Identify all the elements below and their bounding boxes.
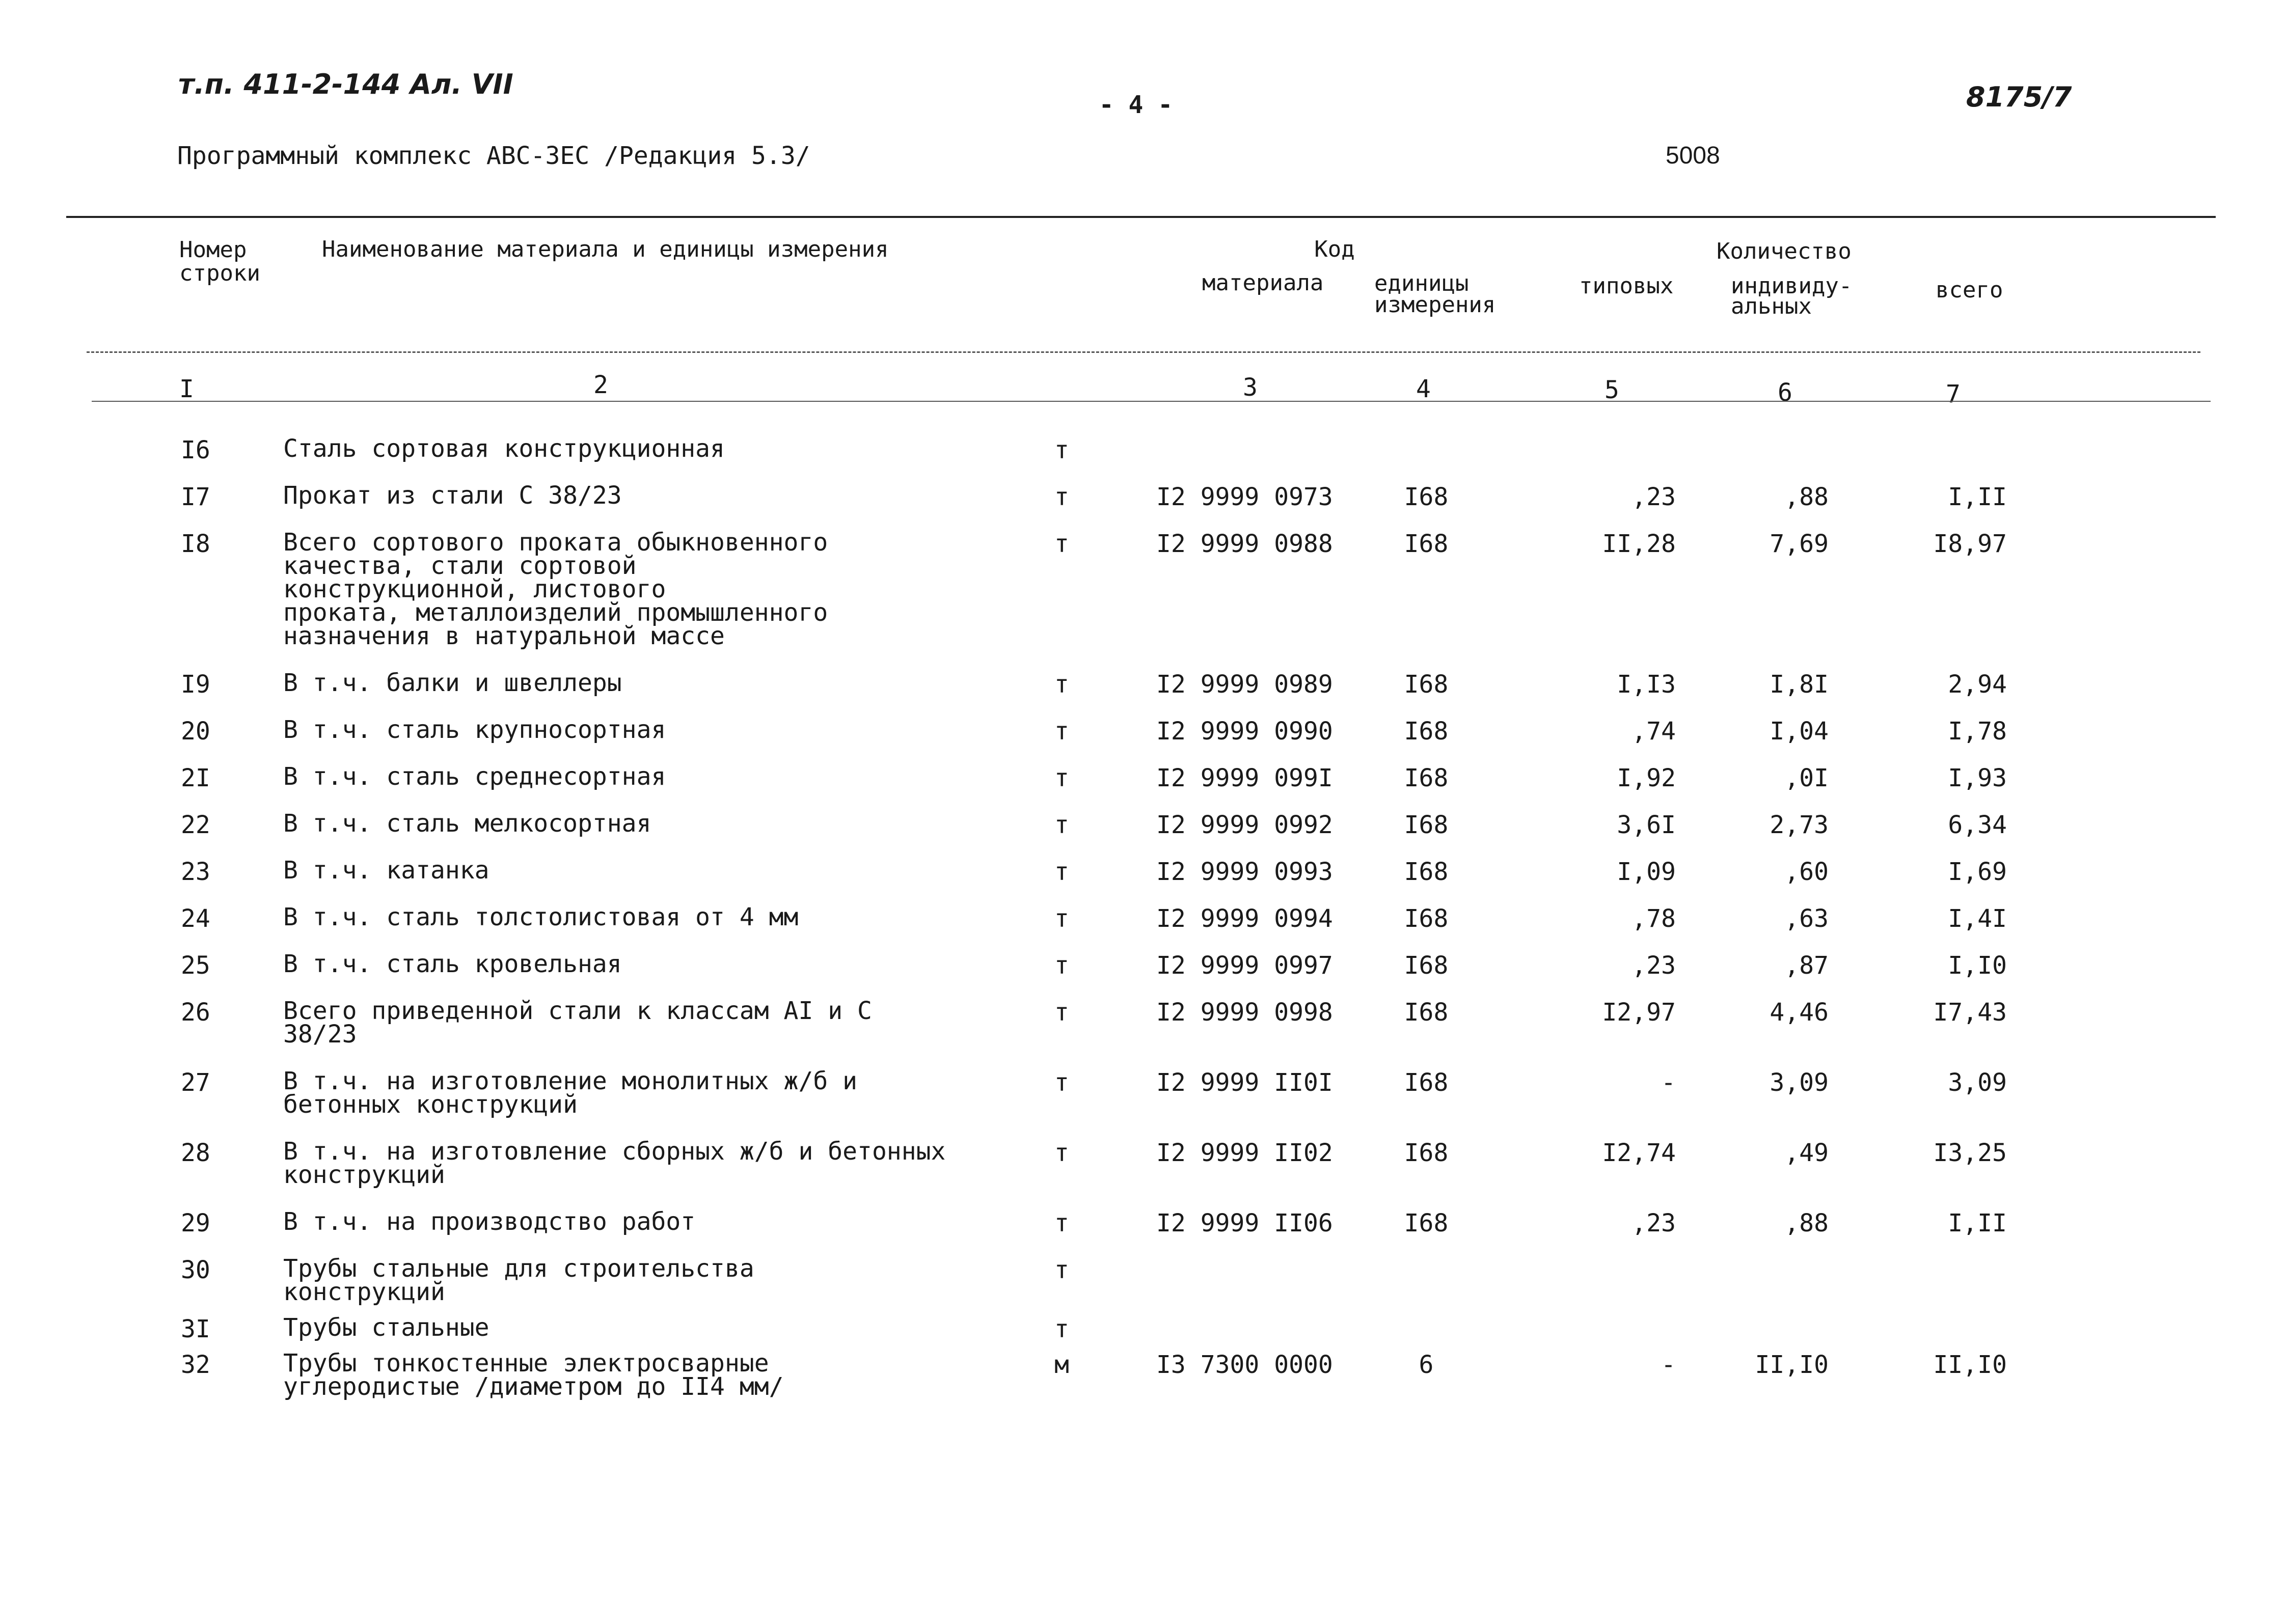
row-material-code: I3 7300 0000 [1156,1351,1333,1379]
row-unit-code: I68 [1404,1209,1449,1237]
row-qty-total: II,I0 [1933,1351,2007,1379]
row-qty-typical: ,23 [1631,1209,1676,1237]
table-row [0,434,2286,464]
row-name: В т.ч. сталь среднесортная [283,762,666,791]
row-qty-typical: ,78 [1631,904,1676,933]
row-unit-code: I68 [1404,1139,1449,1167]
table-row [0,1207,2286,1237]
row-name: В т.ч. на изготовление сборных ж/б и бетонных конструкций [283,1137,946,1189]
row-qty-typical: ,23 [1631,483,1676,511]
row-number: 27 [181,1068,210,1097]
row-material-code: I2 9999 0994 [1156,904,1333,933]
row-qty-total: I7,43 [1933,998,2007,1027]
row-qty-individual: ,0I [1784,764,1829,792]
row-unit-code: I68 [1404,951,1449,980]
row-qty-total: I,69 [1948,858,2007,886]
header-qty-total: всего [1936,277,2003,303]
row-number: I9 [181,670,210,699]
row-number: 22 [181,811,210,839]
row-number: 3I [181,1315,210,1343]
row-qty-total: I,II [1948,1209,2007,1237]
document-reference: т.п. 411-2-144 Ал. VII [178,68,513,100]
row-unit-code: 6 [1419,1351,1434,1379]
table-row [0,1137,2286,1189]
row-unit: т [1054,951,1069,980]
row-name: В т.ч. сталь мелкосортная [283,809,651,838]
row-material-code: I2 9999 0997 [1156,951,1333,980]
row-qty-typical: 3,6I [1617,811,1676,839]
row-unit: т [1054,1209,1069,1237]
row-unit: т [1054,1256,1069,1284]
row-name: В т.ч. катанка [283,856,489,885]
row-unit: т [1054,998,1069,1027]
row-name: Трубы стальные для строительства конструкций [283,1254,754,1306]
row-qty-individual: ,88 [1784,1209,1829,1237]
column-number-5: 5 [1604,376,1619,404]
row-unit: т [1054,764,1069,792]
row-number: I7 [181,483,210,511]
row-unit: т [1054,811,1069,839]
row-qty-individual: I,04 [1770,717,1829,746]
row-qty-typical: I,I3 [1617,670,1676,699]
column-number-6: 6 [1778,378,1792,407]
row-unit: т [1054,436,1069,464]
row-material-code: I2 9999 0988 [1156,530,1333,558]
row-material-code: I2 9999 0992 [1156,811,1333,839]
row-unit: т [1054,530,1069,558]
row-qty-individual: 4,46 [1770,998,1829,1027]
row-qty-typical: I2,97 [1602,998,1676,1027]
table-row [0,669,2286,699]
row-qty-total: 3,09 [1948,1068,2007,1097]
header-qty-typical: типовых [1579,273,1674,299]
row-qty-total: I,93 [1948,764,2007,792]
row-name: В т.ч. на изготовление монолитных ж/б и бетонных конструкций [283,1067,858,1119]
row-number: 32 [181,1351,210,1379]
column-number-7: 7 [1946,380,1961,408]
row-qty-typical: II,28 [1602,530,1676,558]
row-qty-individual: ,49 [1784,1139,1829,1167]
header-quantity: Количество [1717,238,1852,264]
header-code-material: материала [1202,270,1324,296]
row-qty-individual: ,60 [1784,858,1829,886]
row-name: В т.ч. балки и швеллеры [283,669,622,697]
row-qty-typical: I,92 [1617,764,1676,792]
software-title: Программный комплекс АВС-3ЕС /Редакция 5.3/ [177,142,810,170]
row-unit-code: I68 [1404,483,1449,511]
column-number-4: 4 [1416,375,1431,403]
row-unit-code: I68 [1404,811,1449,839]
row-qty-typical: - [1661,1068,1676,1097]
row-material-code: I2 9999 0989 [1156,670,1333,699]
table-row [0,1349,2286,1401]
row-qty-total: I,I0 [1948,951,2007,980]
row-qty-individual: ,87 [1784,951,1829,980]
row-name: В т.ч. сталь кровельная [283,950,622,978]
row-unit: м [1054,1351,1069,1379]
row-number: I8 [181,530,210,558]
row-qty-total: I8,97 [1933,530,2007,558]
row-material-code: I2 9999 II06 [1156,1209,1333,1237]
table-top-rule [66,216,2216,218]
row-name: Прокат из стали С 38/23 [283,481,622,510]
row-material-code: I2 9999 0993 [1156,858,1333,886]
table-row [0,950,2286,980]
document-code: 5008 [1666,142,1720,169]
row-qty-typical: ,74 [1631,717,1676,746]
table-row [0,997,2286,1049]
row-unit-code: I68 [1404,858,1449,886]
row-unit: т [1054,904,1069,933]
table-row [0,528,2286,650]
row-number: 25 [181,951,210,980]
row-name: Всего приведенной стали к классам АI и С 38/23 [283,997,872,1049]
row-qty-total: I,4I [1948,904,2007,933]
row-number: 24 [181,904,210,933]
row-qty-individual: ,88 [1784,483,1829,511]
header-qty-individual: индивиду- альных [1731,273,1853,319]
row-name: В т.ч. сталь толстолистовая от 4 мм [283,903,799,931]
header-code-unit: единицы измерения [1374,270,1496,318]
column-number-3: 3 [1243,373,1258,402]
header-name: Наименование материала и единицы измерения [322,236,889,262]
row-qty-individual: 7,69 [1770,530,1829,558]
row-unit: т [1054,1315,1069,1343]
row-qty-typical: - [1661,1351,1676,1379]
row-unit: т [1054,1068,1069,1097]
row-qty-typical: I,09 [1617,858,1676,886]
row-qty-individual: I,8I [1770,670,1829,699]
row-unit-code: I68 [1404,764,1449,792]
row-unit-code: I68 [1404,1068,1449,1097]
table-row [0,1254,2286,1306]
row-qty-total: 6,34 [1948,811,2007,839]
row-unit: т [1054,1139,1069,1167]
header-separator [87,351,2200,353]
table-row [0,1067,2286,1119]
row-qty-individual: ,63 [1784,904,1829,933]
sheet-code: 8175/7 [1966,81,2072,113]
row-qty-individual: II,I0 [1755,1351,1829,1379]
header-code: Код [1314,236,1355,262]
row-unit: т [1054,483,1069,511]
column-number-rule [92,401,2211,402]
row-material-code: I2 9999 0990 [1156,717,1333,746]
row-material-code: I2 9999 II0I [1156,1068,1333,1097]
row-number: 29 [181,1209,210,1237]
table-row [0,762,2286,792]
table-row [0,481,2286,511]
row-material-code: I2 9999 II02 [1156,1139,1333,1167]
table-row [0,809,2286,839]
row-name: Трубы стальные [283,1313,489,1342]
row-qty-individual: 3,09 [1770,1068,1829,1097]
row-number: 20 [181,717,210,746]
row-name: В т.ч. на производство работ [283,1207,696,1236]
row-name: Всего сортового проката обыкновенного качества, стали сортовой конструкционной, листового проката, металлоизделий промышленного назначения в натуральной массе [283,528,828,650]
row-qty-total: I,II [1948,483,2007,511]
row-material-code: I2 9999 0973 [1156,483,1333,511]
row-qty-typical: I2,74 [1602,1139,1676,1167]
column-number-1: I [179,375,194,403]
row-unit: т [1054,717,1069,746]
header-row-number: Номер строки [179,237,260,286]
row-name: Трубы тонкостенные электросварные углеродистые /диаметром до II4 мм/ [283,1349,784,1401]
row-qty-typical: ,23 [1631,951,1676,980]
row-unit-code: I68 [1404,670,1449,699]
row-qty-individual: 2,73 [1770,811,1829,839]
row-unit-code: I68 [1404,998,1449,1027]
row-name: Сталь сортовая конструкционная [283,434,725,463]
row-number: 2I [181,764,210,792]
row-unit-code: I68 [1404,904,1449,933]
column-number-2: 2 [593,371,608,399]
row-number: 26 [181,998,210,1027]
table-row [0,856,2286,886]
row-qty-total: I3,25 [1933,1139,2007,1167]
page-number: - 4 - [1099,91,1173,119]
table-row [0,903,2286,933]
row-number: 30 [181,1256,210,1284]
table-row [0,715,2286,746]
row-material-code: I2 9999 0998 [1156,998,1333,1027]
row-qty-total: I,78 [1948,717,2007,746]
row-qty-total: 2,94 [1948,670,2007,699]
row-number: I6 [181,436,210,464]
table-row [0,1313,2286,1343]
row-unit: т [1054,858,1069,886]
row-unit-code: I68 [1404,530,1449,558]
row-unit-code: I68 [1404,717,1449,746]
row-number: 28 [181,1139,210,1167]
row-number: 23 [181,858,210,886]
row-unit: т [1054,670,1069,699]
row-material-code: I2 9999 099I [1156,764,1333,792]
row-name: В т.ч. сталь крупносортная [283,715,666,744]
